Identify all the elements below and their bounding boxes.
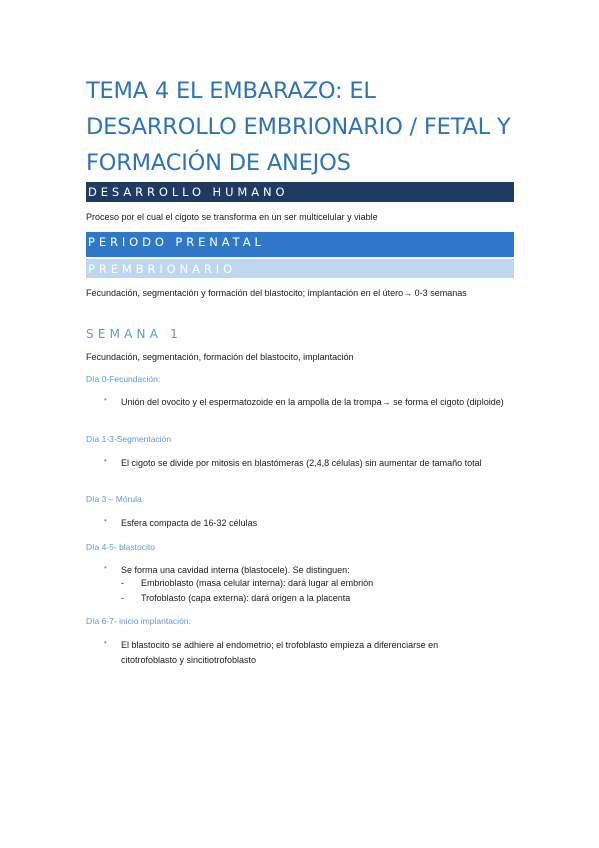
bullet-icon: • [104, 456, 107, 465]
day-4-5-sub-item: Embrioblasto (masa celular interna): dará lugar al embrión [141, 578, 374, 588]
day-0-bullet: Unión del ovocito y el espermatozoide en la ampolla de la trompa→ se forma el cigoto (diploide) [121, 397, 504, 407]
day-6-7-bullet: El blastocito se adhiere al endometrio; el trofoblasto empieza a diferenciarse en citotrofoblasto y sincitiotrofoblasto [121, 640, 439, 665]
day-heading-4-5: Día 4-5- blastocito [86, 542, 155, 552]
bullet-icon: • [104, 563, 107, 572]
day-3-bullet: Esfera compacta de 16-32 células [121, 518, 258, 528]
day-heading-1-3: Día 1-3-Segmentación [86, 434, 172, 444]
day-1-3-bullet: El cigoto se divide por mitosis en blastómeras (2,4,8 células) sin aumentar de tamaño total [121, 458, 482, 468]
section-heading-prembrionario: PREMBRIONARIO [86, 259, 514, 278]
bullet-icon: • [104, 638, 107, 647]
day-4-5-sub-item: Trofoblasto (capa externa): dará origen a la placenta [141, 593, 351, 603]
day-heading-0: Día 0-Fecundación: [86, 374, 161, 384]
dash-icon: - [121, 593, 124, 603]
desarrollo-definition: Proceso por el cual el cigoto se transforma en un ser multicelular y viable [86, 212, 378, 222]
day-4-5-bullet: Se forma una cavidad interna (blastocele). Se distinguen: [121, 565, 350, 575]
dash-icon: - [121, 578, 124, 588]
week-summary: Fecundación, segmentación, formación del blastocito, implantación [86, 352, 354, 362]
prembrionario-summary: Fecundación, segmentación y formación del blastocito; implantación en el útero→ 0-3 semanas [86, 288, 467, 298]
bullet-icon: • [104, 516, 107, 525]
bullet-icon: • [104, 395, 107, 404]
week-heading: SEMANA 1 [86, 327, 182, 341]
document-title: TEMA 4 EL EMBARAZO: EL DESARROLLO EMBRIONARIO / FETAL Y FORMACIÓN DE ANEJOS [86, 78, 511, 176]
section-heading-desarrollo-humano: DESARROLLO HUMANO [86, 182, 514, 202]
day-heading-3: Día 3 – Mórula [86, 494, 142, 504]
day-heading-6-7: Día 6-7- inicio implantación: [86, 616, 191, 626]
section-heading-periodo-prenatal: PERIODO PRENATAL [86, 232, 514, 257]
